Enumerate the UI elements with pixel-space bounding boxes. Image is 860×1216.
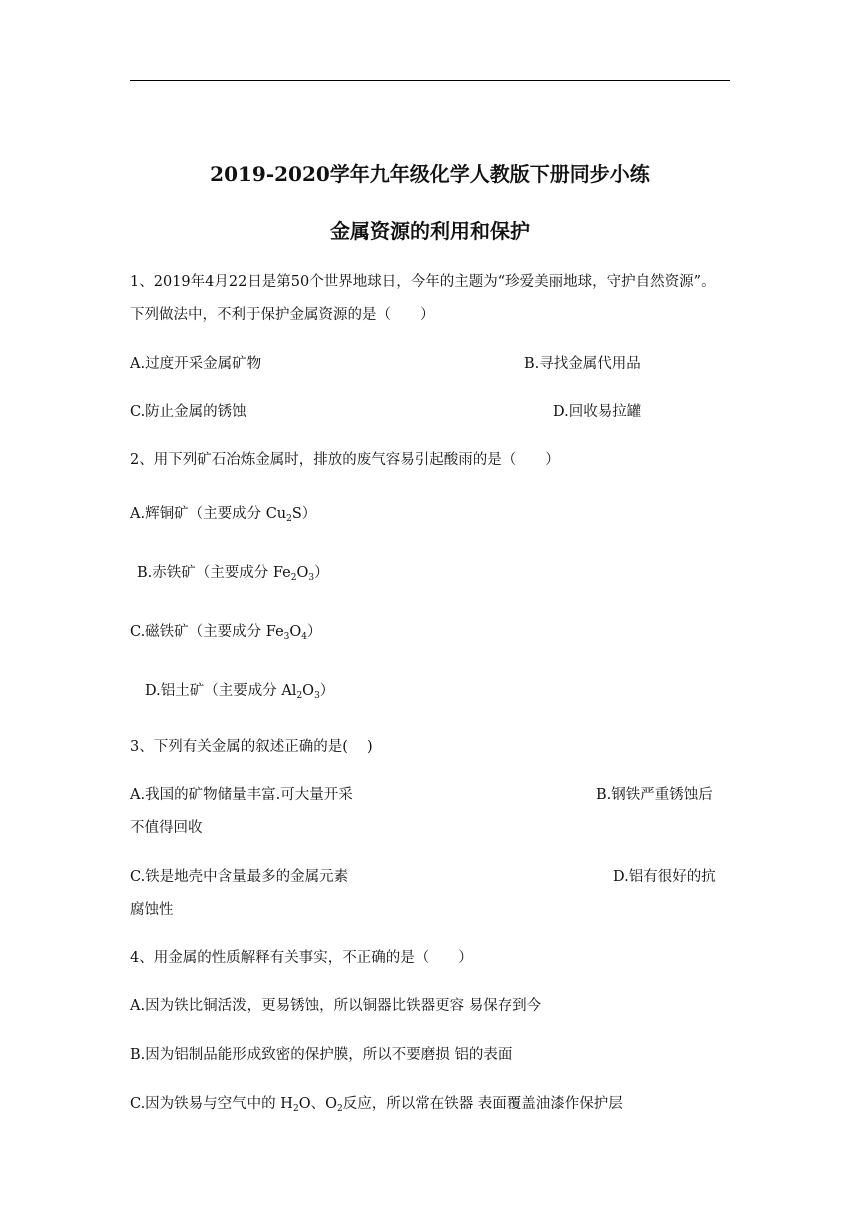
q1-option-c: C.防止金属的锈蚀 xyxy=(130,404,247,420)
q4-stem: 4、用金属的性质解释有关事实，不正确的是（ ） xyxy=(130,950,473,966)
q1-option-d: D.回收易拉罐 xyxy=(553,404,642,420)
q3-option-b-cont: 不值得回收 xyxy=(130,820,203,836)
header-rule xyxy=(130,80,730,81)
q3-option-d-cont: 腐蚀性 xyxy=(130,902,174,918)
q1-stem-line1: 1、2019年4月22日是第50个世界地球日，今年的主题为“珍爱美丽地球，守护自然资源”。 xyxy=(130,274,716,290)
q1-stem-line2: 下列做法中，不利于保护金属资源的是（ ） xyxy=(130,307,435,323)
q4-option-b: B.因为铝制品能形成致密的保护膜，所以不要磨损 铝的表面 xyxy=(130,1047,513,1063)
q1-option-b: B.寻找金属代用品 xyxy=(524,356,641,372)
q2-option-c: C.磁铁矿（主要成分 $Fe_3O_4$） xyxy=(130,624,322,642)
q3-option-c: C.铁是地壳中含量最多的金属元素 xyxy=(130,869,349,885)
q3-option-a: A.我国的矿物储量丰富.可大量开采 xyxy=(130,787,353,803)
q3-stem: 3、下列有关金属的叙述正确的是( ) xyxy=(130,739,373,755)
q2-option-a: A.辉铜矿（主要成分 $Cu_2S$） xyxy=(130,506,317,524)
q2-stem: 2、用下列矿石冶炼金属时，排放的废气容易引起酸雨的是（ ） xyxy=(130,452,560,468)
q4-option-a: A.因为铁比铜活泼，更易锈蚀，所以铜器比铁器更容 易保存到今 xyxy=(130,998,542,1014)
q1-option-a: A.过度开采金属矿物 xyxy=(130,356,262,372)
q4-option-c: C.因为铁易与空气中的 $H_2O$、$O_2$反应，所以常在铁器 表面覆盖油漆作保护层 xyxy=(130,1096,623,1114)
q3-option-b: B.钢铁严重锈蚀后 xyxy=(596,787,713,803)
q2-option-d: D.铝土矿（主要成分 $Al_2O_3$） xyxy=(145,683,335,701)
q2-option-b: B.赤铁矿（主要成分 $Fe_2O_3$） xyxy=(137,565,329,583)
q3-option-d: D.铝有很好的抗 xyxy=(613,869,716,885)
page-title: 2019-2020学年九年级化学人教版下册同步小练 xyxy=(210,162,650,186)
page-subtitle: 金属资源的利用和保护 xyxy=(330,219,530,243)
